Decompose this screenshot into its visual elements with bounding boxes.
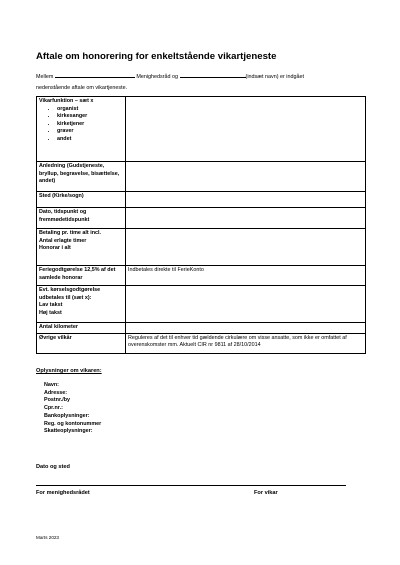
intro-suffix: (indsæt navn) er indgået: [245, 74, 304, 80]
vikarfunktion-value-cell[interactable]: [126, 97, 366, 162]
row-feriegodtgoerelse: [37, 266, 366, 286]
dato-sted-label: Dato og sted: [36, 464, 70, 470]
row-oevrige: [37, 333, 366, 353]
kilometer-value-cell[interactable]: [126, 323, 366, 334]
field-bank: Bankoplysninger:: [44, 412, 90, 419]
row-kilometer: [37, 323, 366, 334]
row-anledning: [37, 162, 366, 192]
intro-line2: nedenstående aftale om vikartjeneste.: [36, 84, 128, 91]
koersel-label-cell: [37, 286, 126, 323]
betaling-label: Betaling pr. time alt incl.: [39, 230, 102, 236]
field-navn: Navn:: [44, 382, 59, 388]
koersel-label: Evt. kørselsgodtgørelse udbetales til (sæt x):: [39, 287, 101, 301]
kilometer-label: Antal kilometer: [37, 323, 126, 334]
intro-prefix: Mellem: [36, 74, 54, 80]
option-graver: • graver: [57, 128, 123, 136]
agreement-table: [36, 96, 366, 354]
document-title: Aftale om honorering for enkeltstående vikartjeneste: [36, 51, 277, 62]
sted-value-cell[interactable]: [126, 192, 366, 208]
intro-middle: Menighedsråd og: [136, 74, 179, 80]
hoej-takst-label: Høj takst: [39, 309, 62, 316]
dato-value-cell[interactable]: [126, 208, 366, 229]
substitute-name-blank[interactable]: [180, 71, 246, 78]
feriegodtgoerelse-value: Indbetales direkte til FerieKonto: [126, 266, 366, 286]
option-kirketjener: • kirketjener: [57, 121, 123, 129]
row-koersel: [37, 286, 366, 323]
honorar-label: Honorar i alt: [39, 245, 71, 252]
row-vikarfunktion: [37, 97, 366, 162]
dato-label: Dato, tidspunkt og fremmødetidspunkt: [37, 208, 126, 229]
field-cpr: Cpr.nr.:: [44, 405, 63, 412]
sted-label: Sted (Kirke/sogn): [37, 192, 126, 208]
row-sted: [37, 192, 366, 208]
signature-line: [36, 485, 346, 486]
option-organist: • organist: [57, 106, 123, 114]
feriegodtgoerelse-label: Feriegodtgørelse 12,5% af det samlede honorar: [37, 266, 126, 286]
signature-right-label: For vikar: [254, 490, 278, 496]
option-andet: • andet: [57, 136, 123, 144]
row-betaling: [37, 229, 366, 266]
oevrige-value: Reguleres af det til enhver tid gældende cirkulære om visse ansatte, som ikke er omfattet af overenskomster mm. Aktuelt CIR nr 9811 af 28/10/2014: [126, 333, 366, 353]
church-name-blank[interactable]: [55, 71, 135, 78]
vikarfunktion-label-cell: [37, 97, 126, 162]
betaling-label-cell: [37, 229, 126, 266]
vikarfunktion-label: Vikarfunktion – sæt x: [39, 98, 94, 104]
anledning-value-cell[interactable]: [126, 162, 366, 192]
anledning-label: Anledning (Gudstjeneste, bryllup, begravelse, bisættelse, andet): [37, 162, 126, 192]
vikarfunktion-options: [39, 106, 123, 144]
koersel-value-cell[interactable]: [126, 286, 366, 323]
signature-left-label: For menighedsrådet: [36, 490, 90, 496]
field-konto: Reg. og kontonummer: [44, 420, 102, 427]
oevrige-label: Øvrige vilkår: [37, 333, 126, 353]
intro-paragraph: [36, 71, 366, 93]
option-kirkesanger: • kirkesanger: [57, 113, 123, 121]
field-skat: Skatteoplysninger:: [44, 428, 93, 435]
field-adresse: Adresse:: [44, 389, 68, 396]
row-dato: [37, 208, 366, 229]
vikar-info-fields: [44, 382, 101, 436]
betaling-value-cell[interactable]: [126, 229, 366, 266]
footer-date: Marts 2023: [36, 535, 59, 540]
vikar-info-heading: Oplysninger om vikaren:: [36, 368, 102, 374]
field-postnr: Postnr./by: [44, 397, 71, 404]
timer-label: Antal erlagte timer: [39, 237, 87, 244]
lav-takst-label: Lav takst: [39, 302, 63, 309]
